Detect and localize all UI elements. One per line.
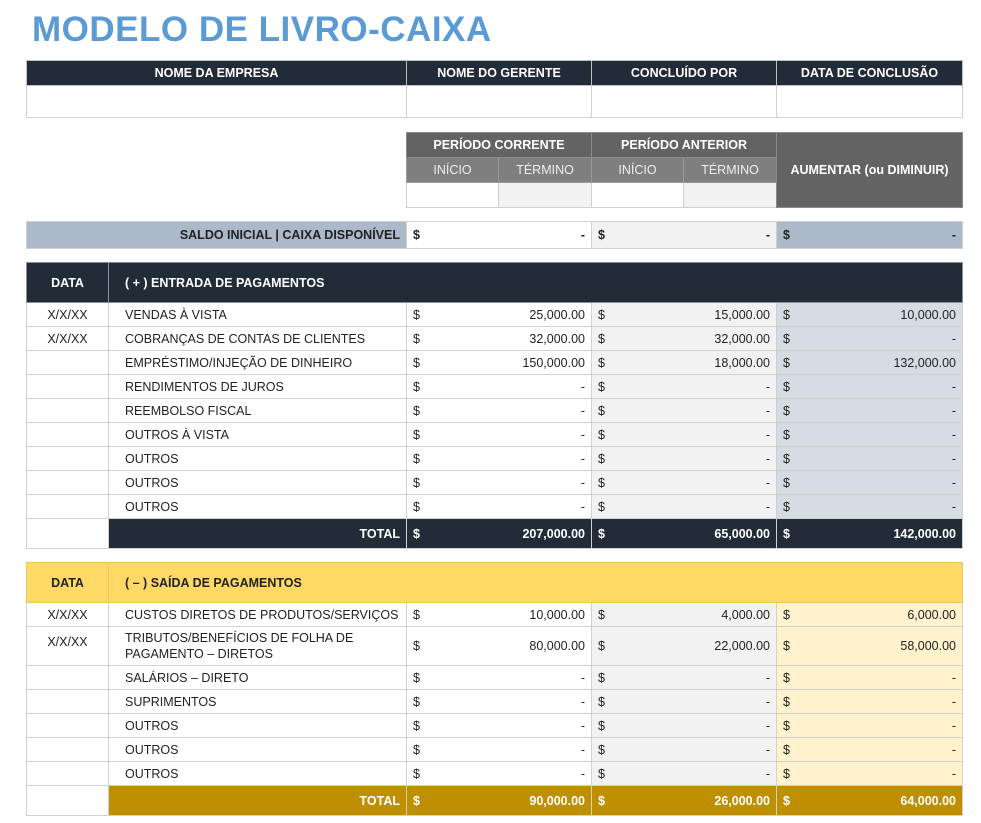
row-change-value <box>777 303 963 327</box>
table-row <box>27 666 963 690</box>
currency-symbol: $ <box>598 526 605 541</box>
currency-symbol: $ <box>783 403 790 418</box>
currency-symbol: $ <box>783 427 790 442</box>
amount: - <box>765 475 770 490</box>
row-change-value <box>777 738 963 762</box>
currency-symbol: $ <box>783 228 790 242</box>
total-value <box>777 786 963 816</box>
amount: - <box>951 742 956 757</box>
row-previous-value[interactable] <box>592 447 777 471</box>
row-current-value[interactable] <box>407 666 592 690</box>
currency-symbol: $ <box>413 742 420 757</box>
amount: 32,000.00 <box>714 331 770 346</box>
row-previous-value[interactable] <box>592 495 777 519</box>
row-previous-value[interactable] <box>592 738 777 762</box>
row-date[interactable] <box>27 423 109 447</box>
currency-symbol: $ <box>783 355 790 370</box>
row-current-value[interactable] <box>407 762 592 786</box>
saldo-current[interactable] <box>407 222 592 249</box>
row-description[interactable]: REEMBOLSO FISCAL <box>109 399 407 423</box>
current-end-header: TÉRMINO <box>499 158 592 183</box>
date-header: DATA <box>27 563 109 603</box>
amount: - <box>580 670 585 685</box>
row-current-value[interactable] <box>407 327 592 351</box>
row-previous-value[interactable] <box>592 471 777 495</box>
row-previous-value[interactable] <box>592 399 777 423</box>
row-description[interactable]: VENDAS À VISTA <box>109 303 407 327</box>
amount: 80,000.00 <box>529 639 585 653</box>
amount: - <box>951 670 956 685</box>
date-header: DATA <box>27 263 109 303</box>
amount: - <box>765 427 770 442</box>
completion-date-input[interactable] <box>777 86 963 118</box>
row-current-value[interactable] <box>407 447 592 471</box>
row-previous-value[interactable] <box>592 627 777 666</box>
table-row <box>27 375 963 399</box>
row-current-value[interactable] <box>407 351 592 375</box>
amount: 6,000.00 <box>907 607 956 622</box>
previous-period-header: PERÍODO ANTERIOR <box>592 133 777 158</box>
currency-symbol: $ <box>783 475 790 490</box>
info-table <box>26 60 963 118</box>
row-change-value <box>777 375 963 399</box>
amount: - <box>765 403 770 418</box>
currency-symbol: $ <box>783 607 790 622</box>
row-description[interactable]: OUTROS À VISTA <box>109 423 407 447</box>
saldo-change-value: - <box>951 228 956 242</box>
amount: - <box>580 742 585 757</box>
row-change-value <box>777 666 963 690</box>
total-amount: 142,000.00 <box>893 526 956 541</box>
amount: - <box>580 403 585 418</box>
row-current-value[interactable] <box>407 603 592 627</box>
currency-symbol: $ <box>413 475 420 490</box>
row-date[interactable]: X/X/XX <box>27 327 109 351</box>
amount: - <box>580 766 585 781</box>
currency-symbol: $ <box>413 228 420 242</box>
row-current-value[interactable] <box>407 303 592 327</box>
amount: 4,000.00 <box>721 607 770 622</box>
row-date[interactable]: X/X/XX <box>27 303 109 327</box>
row-previous-value[interactable] <box>592 423 777 447</box>
table-row <box>27 738 963 762</box>
currency-symbol: $ <box>598 499 605 514</box>
row-previous-value[interactable] <box>592 690 777 714</box>
currency-symbol: $ <box>413 718 420 733</box>
amount: 25,000.00 <box>529 307 585 322</box>
row-date[interactable] <box>27 471 109 495</box>
currency-symbol: $ <box>413 427 420 442</box>
currency-symbol: $ <box>598 331 605 346</box>
row-previous-value[interactable] <box>592 762 777 786</box>
currency-symbol: $ <box>598 639 605 653</box>
empty-cell <box>27 786 109 816</box>
currency-symbol: $ <box>598 766 605 781</box>
currency-symbol: $ <box>783 526 790 541</box>
currency-symbol: $ <box>598 403 605 418</box>
row-date[interactable] <box>27 495 109 519</box>
amount: - <box>765 718 770 733</box>
table-row <box>27 423 963 447</box>
row-current-value[interactable] <box>407 375 592 399</box>
row-change-value <box>777 447 963 471</box>
row-change-value <box>777 690 963 714</box>
row-previous-value[interactable] <box>592 351 777 375</box>
amount: - <box>580 475 585 490</box>
row-change-value <box>777 423 963 447</box>
row-description[interactable]: OUTROS <box>109 495 407 519</box>
current-end-input[interactable] <box>499 183 592 208</box>
entrada-table <box>26 262 963 549</box>
row-current-value[interactable] <box>407 738 592 762</box>
amount: 132,000.00 <box>893 355 956 370</box>
row-date[interactable] <box>27 666 109 690</box>
amount: - <box>951 694 956 709</box>
currency-symbol: $ <box>598 427 605 442</box>
amount: 22,000.00 <box>714 639 770 653</box>
table-row <box>27 714 963 738</box>
amount: - <box>580 427 585 442</box>
amount: - <box>951 403 956 418</box>
row-date[interactable] <box>27 375 109 399</box>
completed-by-input[interactable] <box>592 86 777 118</box>
currency-symbol: $ <box>598 379 605 394</box>
total-amount: 26,000.00 <box>714 793 770 808</box>
row-current-value[interactable] <box>407 690 592 714</box>
amount: 10,000.00 <box>529 607 585 622</box>
row-description[interactable]: OUTROS <box>109 714 407 738</box>
row-date[interactable] <box>27 690 109 714</box>
row-description[interactable]: SALÁRIOS – DIRETO <box>109 666 407 690</box>
row-current-value[interactable] <box>407 627 592 666</box>
currency-symbol: $ <box>783 793 790 808</box>
table-row <box>27 603 963 627</box>
row-description[interactable]: EMPRÉSTIMO/INJEÇÃO DE DINHEIRO <box>109 351 407 375</box>
amount: - <box>580 451 585 466</box>
table-row <box>27 303 963 327</box>
row-description[interactable]: OUTROS <box>109 762 407 786</box>
section-header: ( – ) SAÍDA DE PAGAMENTOS <box>109 563 963 603</box>
currency-symbol: $ <box>413 694 420 709</box>
amount: - <box>951 451 956 466</box>
row-date[interactable]: X/X/XX <box>27 603 109 627</box>
amount: - <box>765 451 770 466</box>
total-value <box>592 786 777 816</box>
currency-symbol: $ <box>783 670 790 685</box>
row-date[interactable] <box>27 762 109 786</box>
table-row <box>27 495 963 519</box>
amount: - <box>765 766 770 781</box>
row-description[interactable]: COBRANÇAS DE CONTAS DE CLIENTES <box>109 327 407 351</box>
amount: - <box>580 379 585 394</box>
total-value <box>407 519 592 549</box>
section-header: ( + ) ENTRADA DE PAGAMENTOS <box>109 263 963 303</box>
amount: - <box>580 694 585 709</box>
currency-symbol: $ <box>598 228 605 242</box>
row-current-value[interactable] <box>407 714 592 738</box>
amount: - <box>580 499 585 514</box>
currency-symbol: $ <box>413 670 420 685</box>
amount: - <box>765 670 770 685</box>
row-change-value <box>777 714 963 738</box>
company-name-header: NOME DA EMPRESA <box>27 61 407 86</box>
currency-symbol: $ <box>598 718 605 733</box>
currency-symbol: $ <box>598 670 605 685</box>
row-previous-value[interactable] <box>592 303 777 327</box>
total-value <box>592 519 777 549</box>
current-start-input[interactable] <box>407 183 499 208</box>
total-label: TOTAL <box>109 786 407 816</box>
currency-symbol: $ <box>783 499 790 514</box>
currency-symbol: $ <box>413 639 420 653</box>
amount: 32,000.00 <box>529 331 585 346</box>
amount: - <box>765 742 770 757</box>
page-title: MODELO DE LIVRO-CAIXA <box>32 10 492 49</box>
saldo-previous-value: - <box>765 228 770 242</box>
amount: 15,000.00 <box>714 307 770 322</box>
previous-start-input[interactable] <box>592 183 684 208</box>
currency-symbol: $ <box>413 331 420 346</box>
currency-symbol: $ <box>783 451 790 466</box>
row-change-value <box>777 471 963 495</box>
change-header: AUMENTAR (ou DIMINUIR) <box>777 133 963 208</box>
row-date[interactable] <box>27 351 109 375</box>
row-previous-value[interactable] <box>592 327 777 351</box>
currency-symbol: $ <box>413 766 420 781</box>
amount: - <box>951 499 956 514</box>
currency-symbol: $ <box>783 331 790 346</box>
table-row <box>27 399 963 423</box>
row-description[interactable]: OUTROS <box>109 471 407 495</box>
total-value <box>407 786 592 816</box>
completion-date-header: DATA DE CONCLUSÃO <box>777 61 963 86</box>
total-row <box>27 786 963 816</box>
currency-symbol: $ <box>413 403 420 418</box>
table-row <box>27 627 963 666</box>
table-row <box>27 351 963 375</box>
table-row <box>27 471 963 495</box>
amount: - <box>765 694 770 709</box>
amount: 18,000.00 <box>714 355 770 370</box>
currency-symbol: $ <box>413 499 420 514</box>
currency-symbol: $ <box>598 607 605 622</box>
row-previous-value[interactable] <box>592 714 777 738</box>
row-date[interactable] <box>27 738 109 762</box>
currency-symbol: $ <box>413 451 420 466</box>
row-change-value <box>777 627 963 666</box>
amount: - <box>951 718 956 733</box>
saldo-current-value: - <box>580 228 585 242</box>
row-previous-value[interactable] <box>592 666 777 690</box>
total-value <box>777 519 963 549</box>
amount: - <box>765 499 770 514</box>
row-previous-value[interactable] <box>592 375 777 399</box>
table-row <box>27 327 963 351</box>
currency-symbol: $ <box>413 307 420 322</box>
amount: - <box>951 331 956 346</box>
company-name-input[interactable] <box>27 86 407 118</box>
row-change-value <box>777 603 963 627</box>
row-current-value[interactable] <box>407 399 592 423</box>
currency-symbol: $ <box>598 451 605 466</box>
row-description[interactable]: TRIBUTOS/BENEFÍCIOS DE FOLHA DE PAGAMENTO – DIRETOS <box>109 627 407 666</box>
amount: 58,000.00 <box>900 639 956 653</box>
total-label: TOTAL <box>109 519 407 549</box>
row-description[interactable]: OUTROS <box>109 738 407 762</box>
total-amount: 90,000.00 <box>529 793 585 808</box>
row-date[interactable] <box>27 447 109 471</box>
period-table <box>406 132 963 208</box>
total-amount: 65,000.00 <box>714 526 770 541</box>
saida-table <box>26 562 963 816</box>
row-description[interactable]: OUTROS <box>109 447 407 471</box>
row-current-value[interactable] <box>407 495 592 519</box>
currency-symbol: $ <box>598 355 605 370</box>
current-period-header: PERÍODO CORRENTE <box>407 133 592 158</box>
amount: - <box>580 718 585 733</box>
currency-symbol: $ <box>783 742 790 757</box>
currency-symbol: $ <box>783 694 790 709</box>
table-row <box>27 762 963 786</box>
amount: 150,000.00 <box>522 355 585 370</box>
row-current-value[interactable] <box>407 471 592 495</box>
row-current-value[interactable] <box>407 423 592 447</box>
currency-symbol: $ <box>598 694 605 709</box>
currency-symbol: $ <box>783 766 790 781</box>
currency-symbol: $ <box>598 307 605 322</box>
amount: - <box>951 475 956 490</box>
saldo-previous[interactable] <box>592 222 777 249</box>
currency-symbol: $ <box>598 742 605 757</box>
amount: - <box>951 379 956 394</box>
currency-symbol: $ <box>783 639 790 653</box>
currency-symbol: $ <box>783 379 790 394</box>
manager-name-input[interactable] <box>407 86 592 118</box>
currency-symbol: $ <box>413 526 420 541</box>
row-date[interactable]: X/X/XX <box>27 627 109 666</box>
currency-symbol: $ <box>783 718 790 733</box>
previous-end-header: TÉRMINO <box>684 158 777 183</box>
row-change-value <box>777 399 963 423</box>
row-date[interactable] <box>27 714 109 738</box>
currency-symbol: $ <box>598 475 605 490</box>
manager-name-header: NOME DO GERENTE <box>407 61 592 86</box>
currency-symbol: $ <box>413 607 420 622</box>
saldo-label: SALDO INICIAL | CAIXA DISPONÍVEL <box>27 222 407 249</box>
total-amount: 64,000.00 <box>900 793 956 808</box>
currency-symbol: $ <box>783 307 790 322</box>
row-change-value <box>777 327 963 351</box>
row-description[interactable]: CUSTOS DIRETOS DE PRODUTOS/SERVIÇOS <box>109 603 407 627</box>
amount: 10,000.00 <box>900 307 956 322</box>
row-change-value <box>777 495 963 519</box>
row-description[interactable]: SUPRIMENTOS <box>109 690 407 714</box>
amount: - <box>951 427 956 442</box>
completed-by-header: CONCLUÍDO POR <box>592 61 777 86</box>
total-row <box>27 519 963 549</box>
table-row <box>27 690 963 714</box>
saldo-change <box>777 222 963 249</box>
currency-symbol: $ <box>413 793 420 808</box>
previous-start-header: INÍCIO <box>592 158 684 183</box>
current-start-header: INÍCIO <box>407 158 499 183</box>
row-description[interactable]: RENDIMENTOS DE JUROS <box>109 375 407 399</box>
row-previous-value[interactable] <box>592 603 777 627</box>
table-row <box>27 447 963 471</box>
currency-symbol: $ <box>598 793 605 808</box>
previous-end-input[interactable] <box>684 183 777 208</box>
saldo-table <box>26 221 963 249</box>
total-amount: 207,000.00 <box>522 526 585 541</box>
amount: - <box>951 766 956 781</box>
row-change-value <box>777 762 963 786</box>
row-change-value <box>777 351 963 375</box>
currency-symbol: $ <box>413 355 420 370</box>
currency-symbol: $ <box>413 379 420 394</box>
empty-cell <box>27 519 109 549</box>
row-date[interactable] <box>27 399 109 423</box>
amount: - <box>765 379 770 394</box>
